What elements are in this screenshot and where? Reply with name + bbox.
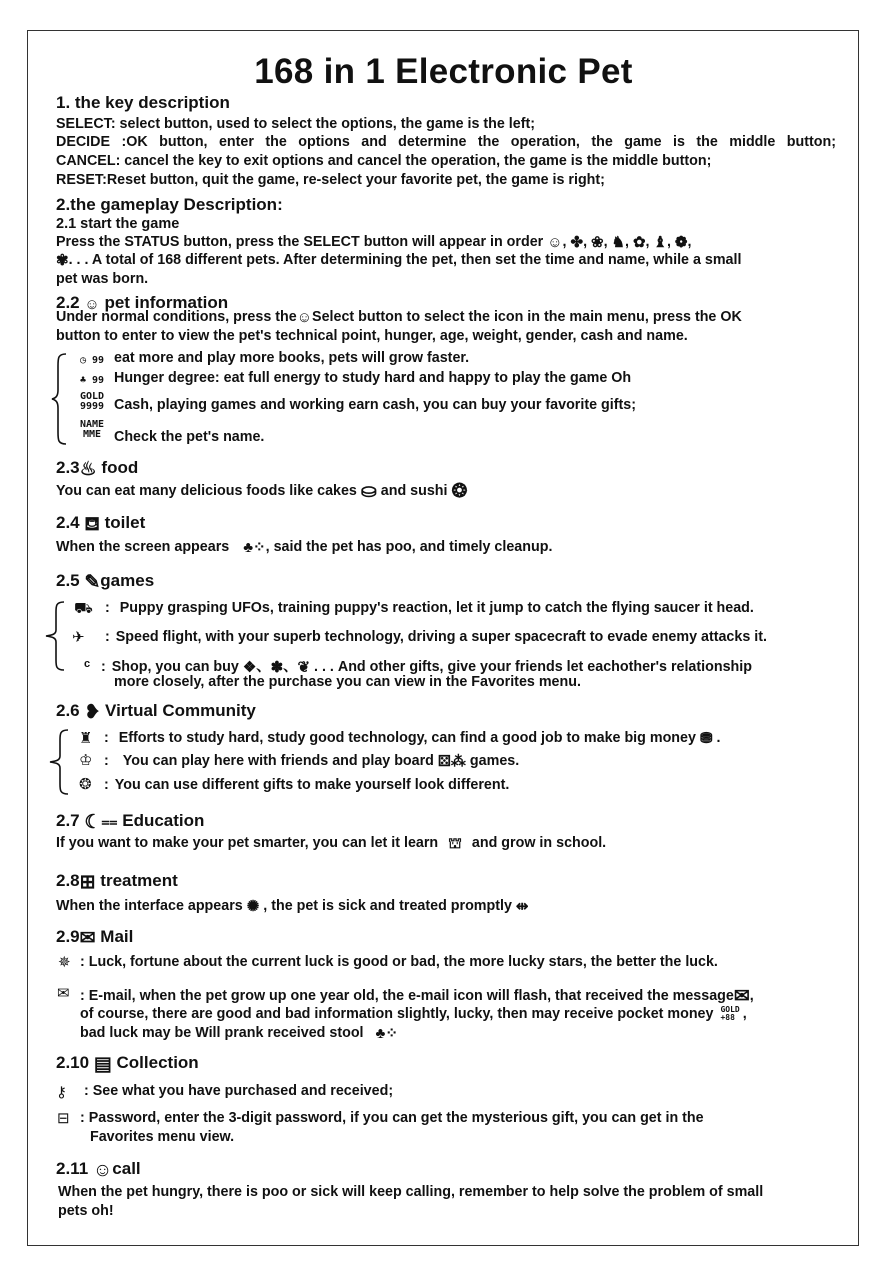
mail-email-line-2 xyxy=(80,1006,747,1022)
work-icon: ♜ xyxy=(79,730,93,747)
collection-number: 2.10 xyxy=(56,1053,90,1072)
gift-3-icon: ❦ xyxy=(297,659,311,676)
education-text-a: If you want to make your pet smarter, you can let it learn xyxy=(56,835,439,851)
pet-info-line-2: button to enter to view the pet's technical point, hunger, age, weight, gender, cash and name. xyxy=(56,328,688,344)
games-sep-2: : xyxy=(105,629,110,645)
spacecraft-game-icon: ✈ xyxy=(72,629,85,646)
pet-info-line-1 xyxy=(56,309,742,325)
syringe-icon: ⇹ xyxy=(515,898,529,915)
games-text-1: Puppy grasping UFOs, training puppy's reaction, let it jump to catch the flying saucer it head. xyxy=(119,600,754,616)
treatment-text-b: , the pet is sick and treated promptly xyxy=(263,898,512,914)
hunger-icon: ♣ 99 xyxy=(79,374,105,386)
pet-info-item-3: Cash, playing games and working earn cash, you can buy your favorite gifts; xyxy=(114,397,636,413)
pet-info-text-1b: Select button to select the icon in the main menu, press the OK xyxy=(312,309,742,325)
technical-point-icon: ◷ 99 xyxy=(79,354,105,366)
games-item-2 xyxy=(105,629,767,645)
key-description-heading: 1. the key description xyxy=(56,93,230,112)
pet-info-number: 2.2 xyxy=(56,293,80,312)
games-text-3a: Shop, you can buy xyxy=(111,659,239,675)
community-item-3 xyxy=(104,777,509,793)
dressup-icon: ❂ xyxy=(79,776,92,793)
education-number: 2.7 xyxy=(56,811,80,830)
games-brace xyxy=(44,600,66,672)
pet-info-label: pet information xyxy=(104,293,229,312)
pet-6-icon: ♝ xyxy=(653,234,667,251)
education-heading: 2.7 ☾⩵ Education xyxy=(56,811,205,833)
games-text-3b: . . . And other gifts, give your friends let eachother's relationship xyxy=(314,659,752,675)
food-label: food xyxy=(101,458,139,477)
call-label: call xyxy=(112,1159,141,1178)
pet-info-item-4: Check the pet's name. xyxy=(114,429,265,445)
education-text-b: and grow in school. xyxy=(471,835,607,851)
mail-email-text-3: bad luck may be Will prank received stool xyxy=(80,1025,364,1041)
mail-icon: ✉ xyxy=(79,928,96,949)
community-brace xyxy=(48,728,70,796)
community-sep-1: : xyxy=(104,730,109,746)
call-number: 2.11 xyxy=(56,1159,89,1178)
start-game-line-2 xyxy=(56,252,741,268)
email-icon: ✉ xyxy=(57,985,70,1002)
mail-email-tail-2: , xyxy=(742,1006,747,1022)
games-text-2: Speed flight, with your superb technology, driving a super spacecraft to evade enemy attacks it. xyxy=(115,629,767,645)
money-icon: ⛃ xyxy=(699,730,713,747)
status-face-icon-inline: ☺ xyxy=(296,309,313,326)
call-heading xyxy=(56,1159,141,1180)
collection-line-3: Favorites menu view. xyxy=(90,1129,235,1145)
treatment-label: treatment xyxy=(100,871,178,890)
key-line-cancel: CANCEL: cancel the key to exit options and cancel the operation, the game is the middle button; xyxy=(56,153,712,169)
community-text-2: You can play here with friends and play board xyxy=(122,753,434,769)
mail-number: 2.9 xyxy=(56,927,80,946)
community-item-1 xyxy=(104,730,720,746)
community-label: Virtual Community xyxy=(105,701,256,720)
toilet-heading xyxy=(56,513,145,534)
games-item-3: : Shop, you can buy ❖、✽、❦ . . . And other gifts, give your friends let eachother's relationship xyxy=(101,659,752,676)
community-heading xyxy=(56,701,256,722)
mail-label: Mail xyxy=(100,927,134,946)
document-title: 168 in 1 Electronic Pet xyxy=(254,52,633,91)
games-label: games xyxy=(100,571,155,590)
friends-icon: ♔ xyxy=(79,752,93,769)
treatment-heading xyxy=(56,871,178,892)
toilet-text-a: When the screen appears xyxy=(56,539,230,555)
start-game-text-1: Press the STATUS button, press the SELECT button will appear in order xyxy=(56,234,544,250)
collection-line-2: : Password, enter the 3-digit password, if you can get the mysterious gift, you can get in the xyxy=(80,1110,704,1126)
mail-email-line-3 xyxy=(80,1025,398,1041)
pocket-money-icon: GOLD +88 xyxy=(720,1005,740,1023)
pet-7-icon: ❁ xyxy=(674,234,688,251)
key-line-reset: RESET:Reset button, quit the game, re-select your favorite pet, the game is right; xyxy=(56,172,605,188)
community-number: 2.6 xyxy=(56,701,80,720)
mail-email-tail-1: , xyxy=(749,988,754,1004)
community-tail-1: . xyxy=(716,730,721,746)
games-sep-3: : xyxy=(101,659,106,675)
start-game-line-1 xyxy=(56,234,691,250)
sick-icon: ✺ xyxy=(246,898,260,915)
shop-icon: c xyxy=(84,658,91,670)
luck-icon: ✵ xyxy=(58,954,71,971)
collection-label: Collection xyxy=(116,1053,199,1072)
treatment-line xyxy=(56,898,529,914)
gameplay-heading: 2.the gameplay Description: xyxy=(56,195,283,214)
message-icon: ✉ xyxy=(733,986,750,1007)
food-line xyxy=(56,482,467,501)
call-face-icon: ☺ xyxy=(92,1160,113,1181)
community-text-1: Efforts to study hard, study good technology, can find a good job to make big money xyxy=(118,730,696,746)
key-icon: ⚷ xyxy=(56,1084,67,1101)
board-game-icon: ⚄⁂ xyxy=(437,753,466,770)
password-icon: ⊟ xyxy=(57,1110,70,1127)
games-item-3-cont: more closely, after the purchase you can view in the Favorites menu. xyxy=(114,674,581,690)
games-item-1 xyxy=(105,600,754,616)
toilet-text-b: , said the pet has poo, and timely cleanup. xyxy=(265,539,553,555)
ufo-game-icon: ⛟ xyxy=(74,600,93,617)
mail-heading xyxy=(56,927,133,948)
medical-kit-icon: ⊞ xyxy=(79,872,96,893)
pet-1-icon: ☺ xyxy=(547,234,563,251)
pet-info-brace xyxy=(50,352,68,446)
pet-4-icon: ♞ xyxy=(611,234,625,251)
games-racket-icon: ✎ xyxy=(84,572,101,593)
education-line xyxy=(56,835,606,851)
games-sep-1: : xyxy=(105,600,110,616)
toilet-icon: ⛾ xyxy=(84,514,100,535)
key-line-decide: DECIDE :OK button, enter the options and determine the operation, the game is the middle button; xyxy=(56,134,836,150)
mail-email-text-2: of course, there are good and bad information slightly, lucky, then may receive pocket money xyxy=(80,1006,714,1022)
mail-email-text-1: : E-mail, when the pet grow up one year old, the e-mail icon will flash, that received the message xyxy=(80,988,734,1004)
pet-3-icon: ❀ xyxy=(591,234,604,251)
heart-community-icon: ❥ xyxy=(84,702,101,723)
pet-sequence-icons: ☺, ✤, ❀, ♞, ✿, ♝, ❁, xyxy=(547,234,692,251)
pet-2-icon: ✤ xyxy=(570,234,584,251)
food-heading xyxy=(56,458,138,479)
pet-info-text-1a: Under normal conditions, press the xyxy=(56,309,297,325)
mail-email-line-1 xyxy=(80,987,754,1006)
collection-heading xyxy=(56,1053,199,1074)
gold-cash-icon: GOLD 9999 xyxy=(79,391,105,412)
food-text-a: You can eat many delicious foods like cakes xyxy=(56,483,357,499)
collection-book-icon: ▤ xyxy=(93,1054,112,1075)
community-text-3: You can use different gifts to make yourself look different. xyxy=(114,777,510,793)
toilet-number: 2.4 xyxy=(56,513,80,532)
food-number: 2.3 xyxy=(56,458,80,477)
games-number: 2.5 xyxy=(56,571,80,590)
games-heading xyxy=(56,571,154,592)
education-label: Education xyxy=(122,811,205,830)
pet-8-icon: ✾ xyxy=(56,252,69,269)
mail-luck-line: : Luck, fortune about the current luck is good or bad, the more lucky stars, the better the luck. xyxy=(80,954,718,970)
community-item-2 xyxy=(104,753,519,769)
gift-2-icon: ✽ xyxy=(270,659,284,676)
call-line-1: When the pet hungry, there is poo or sick will keep calling, remember to help solve the problem of small xyxy=(58,1184,764,1200)
collection-line-1: : See what you have purchased and received; xyxy=(84,1083,394,1099)
treatment-number: 2.8 xyxy=(56,871,80,890)
cake-icon: ⛀ xyxy=(360,481,377,502)
stool-icon: ♣⁘ xyxy=(375,1025,398,1042)
poo-icon: ♣⁘ xyxy=(243,539,266,556)
start-game-heading: 2.1 start the game xyxy=(56,216,180,232)
food-bowl-icon: ♨ xyxy=(79,459,97,480)
start-game-line-3: pet was born. xyxy=(56,271,149,287)
status-face-icon: ☺ xyxy=(84,296,100,313)
toilet-label: toilet xyxy=(104,513,146,532)
pet-info-item-1: eat more and play more books, pets will grow faster. xyxy=(114,350,470,366)
community-tail-2: games. xyxy=(469,753,520,769)
treatment-text-a: When the interface appears xyxy=(56,898,243,914)
pet-info-item-2: Hunger degree: eat full energy to study hard and happy to play the game Oh xyxy=(114,370,632,386)
community-sep-3: : xyxy=(104,777,109,793)
key-line-select: SELECT: select button, used to select the options, the game is the left; xyxy=(56,116,536,132)
pet-5-icon: ✿ xyxy=(632,234,646,251)
call-line-2: pets oh! xyxy=(58,1203,114,1219)
gift-1-icon: ❖ xyxy=(242,659,257,676)
community-sep-2: : xyxy=(104,753,109,769)
food-text-b: and sushi xyxy=(380,483,448,499)
sushi-icon: ❂ xyxy=(451,481,468,502)
toilet-line xyxy=(56,539,552,555)
school-icon: ⛫ xyxy=(448,835,462,852)
education-icon: ☾ xyxy=(84,812,102,833)
name-icon: NAME MME xyxy=(79,419,105,440)
start-game-text-2: . . . A total of 168 different pets. After determining the pet, then set the time and name, while a small xyxy=(68,252,742,268)
